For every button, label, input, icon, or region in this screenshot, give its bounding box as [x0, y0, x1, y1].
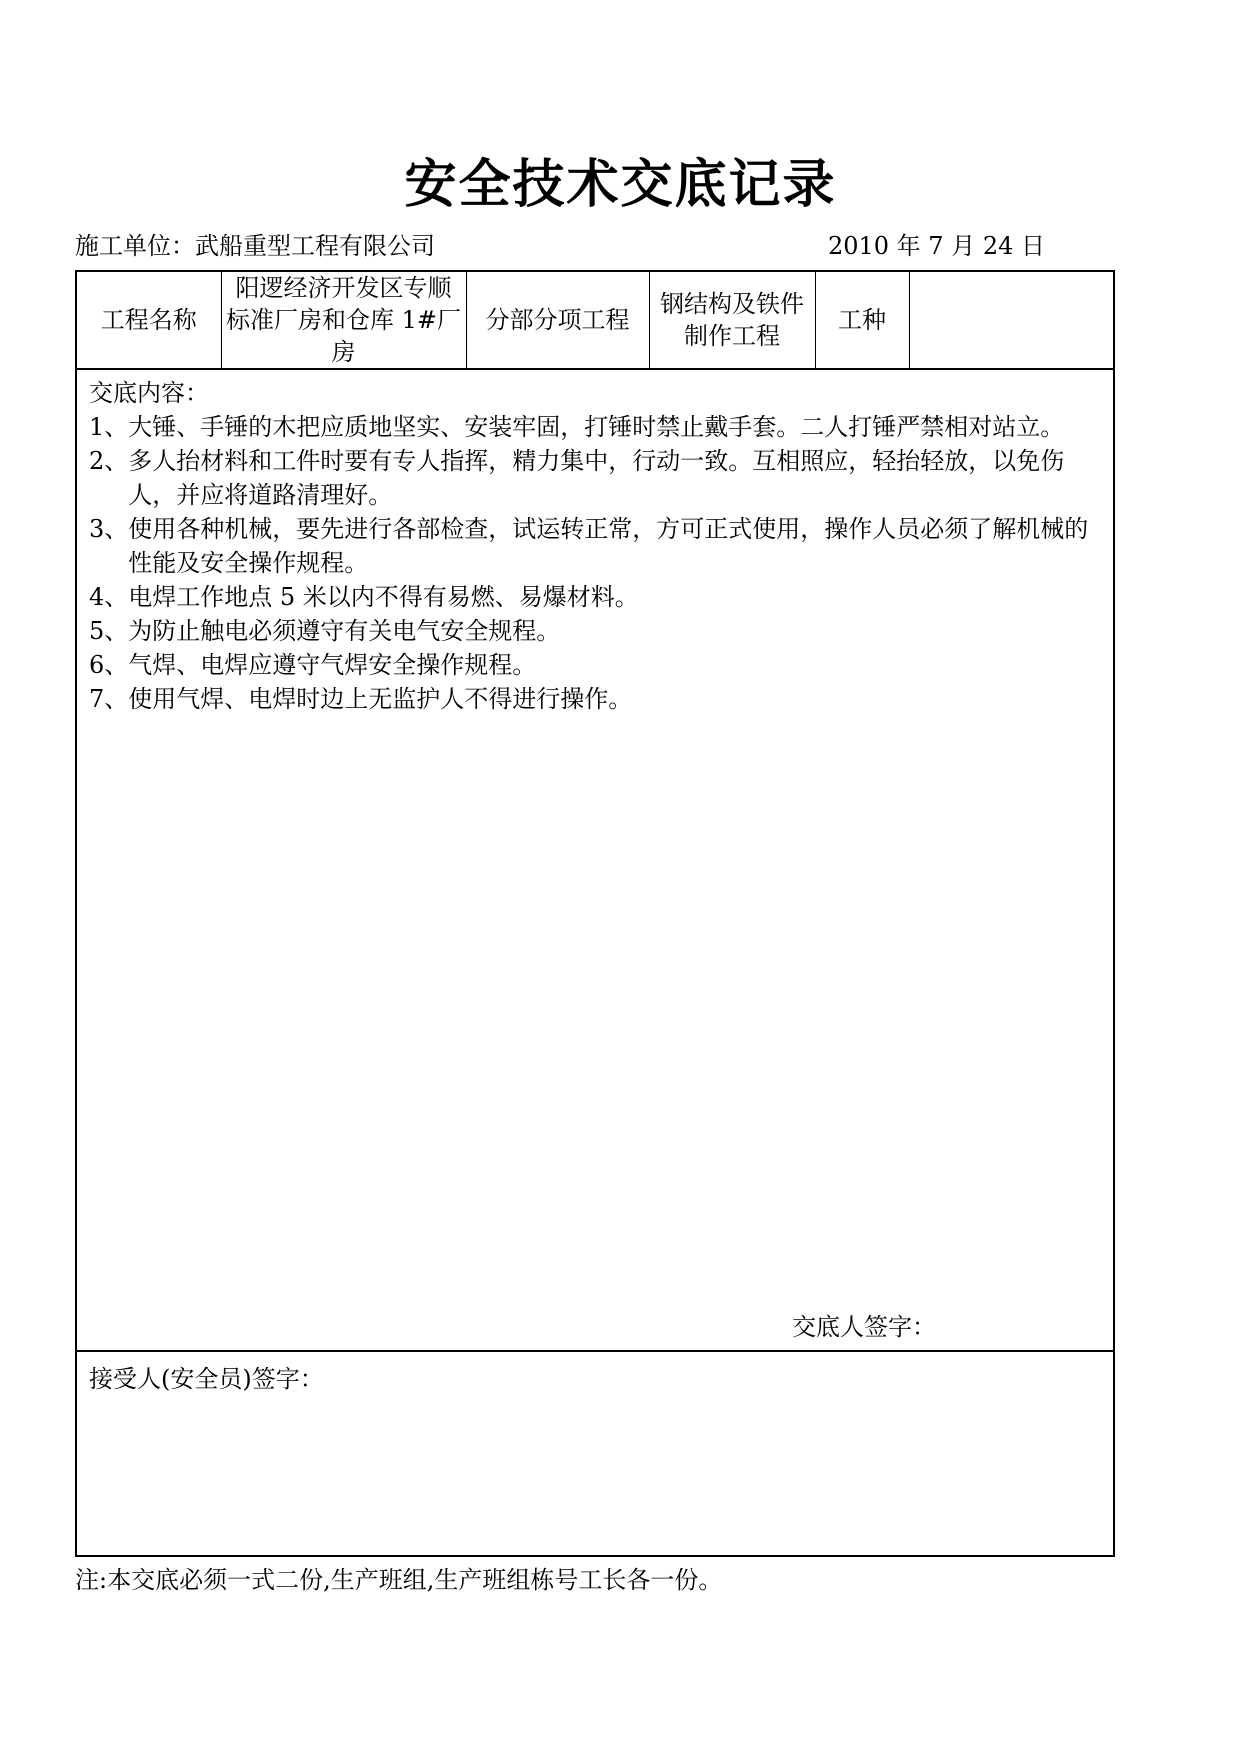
document-title: 安全技术交底记录 — [404, 154, 837, 215]
project-name-value: 阳逻经济开发区专顺标准厂房和仓库 1#厂房 — [221, 272, 466, 369]
list-item-text: 大锤、手锤的木把应质地坚实、安装牢固，打锤时禁止戴手套。二人打锤严禁相对站立。 — [128, 413, 1065, 441]
list-item — [89, 512, 1104, 580]
content-list — [89, 410, 1104, 716]
content-label: 交底内容： — [89, 379, 209, 407]
list-item-text: 为防止触电必须遵守有关电气安全规程。 — [128, 617, 561, 645]
list-item-number: 5、 — [89, 617, 129, 645]
list-item — [89, 410, 1104, 444]
list-item-text: 气焊、电焊应遵守气焊安全操作规程。 — [128, 651, 537, 679]
project-name-label: 工程名称 — [77, 272, 221, 369]
construction-unit-label: 施工单位： — [75, 232, 195, 260]
meta-row — [75, 228, 1115, 264]
list-item-text: 使用气焊、电焊时边上无监护人不得进行操作。 — [128, 685, 633, 713]
construction-unit-value: 武船重型工程有限公司 — [195, 232, 435, 260]
footer-note: 注:本交底必须一式二份,生产班组,生产班组栋号工长各一份。 — [75, 1566, 723, 1594]
list-item-number: 3、 — [89, 515, 129, 543]
trade-label: 工种 — [815, 272, 909, 369]
list-item-number: 6、 — [89, 651, 129, 679]
list-item-number: 7、 — [89, 685, 129, 713]
list-item-text: 电焊工作地点 5 米以内不得有易燃、易爆材料。 — [128, 583, 639, 611]
list-item-text: 使用各种机械，要先进行各部检查，试运转正常，方可正式使用，操作人员必须了解机械的性能及安全操作规程。 — [128, 515, 1089, 577]
list-item-number: 4、 — [89, 583, 129, 611]
discloser-signature-label: 交底人签字： — [792, 1313, 936, 1341]
record-form — [75, 270, 1115, 1557]
list-item — [89, 444, 1104, 512]
list-item — [89, 682, 1104, 716]
list-item-number: 1、 — [89, 413, 129, 441]
subproject-label: 分部分项工程 — [466, 272, 649, 369]
construction-unit — [75, 228, 435, 264]
disclosure-content-area — [77, 340, 1113, 1352]
list-item — [89, 648, 1104, 682]
subproject-value: 钢结构及铁件制作工程 — [649, 272, 815, 369]
receiver-signature-area — [77, 1352, 1113, 1555]
list-item — [89, 580, 1104, 614]
list-item — [89, 614, 1104, 648]
document-date: 2010 年 7 月 24 日 — [827, 232, 1045, 260]
list-item-text: 多人抬材料和工件时要有专人指挥，精力集中，行动一致。互相照应，轻抬轻放，以免伤人，并应将道路清理好。 — [128, 447, 1065, 509]
list-item-number: 2、 — [89, 447, 129, 475]
receiver-signature-label: 接受人(安全员)签字： — [89, 1365, 324, 1393]
